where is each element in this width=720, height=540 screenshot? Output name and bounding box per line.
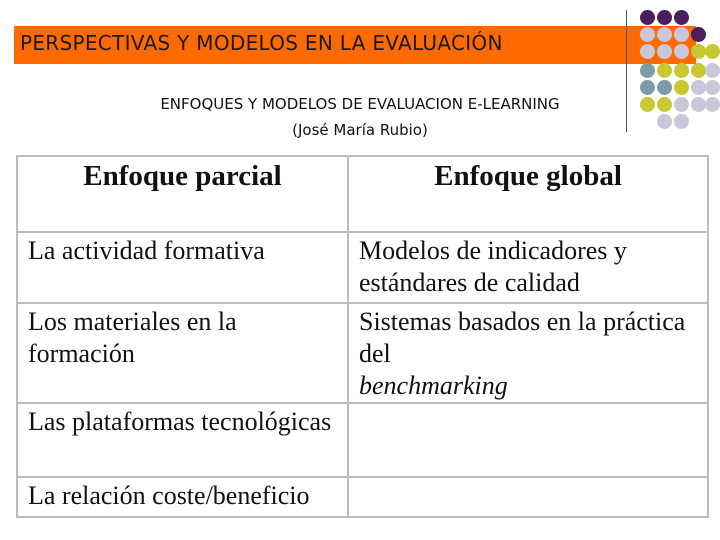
slide-title: PERSPECTIVAS Y MODELOS EN LA EVALUACIÓN — [20, 31, 503, 55]
cell-right-text: Sistemas basados en la práctica del — [359, 307, 686, 368]
cell-right — [348, 477, 708, 517]
dot — [657, 44, 672, 59]
dot — [705, 80, 720, 95]
dot — [691, 63, 706, 78]
comparison-table — [16, 155, 709, 518]
subtitle-line1: ENFOQUES Y MODELOS DE EVALUACION E-LEARNING — [160, 95, 560, 113]
cell-left: La actividad formativa — [17, 232, 348, 303]
dot — [674, 63, 689, 78]
divider-line — [626, 10, 627, 132]
cell-right-italic: benchmarking — [359, 371, 508, 400]
header-enfoque-parcial: Enfoque parcial — [17, 156, 348, 232]
dot — [657, 63, 672, 78]
table-row — [17, 403, 708, 477]
dot — [691, 44, 706, 59]
table-header-row — [17, 156, 708, 232]
dot — [640, 10, 655, 25]
dot — [640, 27, 655, 42]
dot — [691, 27, 706, 42]
subtitle-line2: (José María Rubio) — [292, 121, 428, 139]
cell-right: Modelos de indicadores y estándares de calidad — [348, 232, 708, 303]
dot — [657, 80, 672, 95]
dot — [657, 27, 672, 42]
dot — [640, 80, 655, 95]
dot — [705, 63, 720, 78]
dot — [705, 44, 720, 59]
table-row — [17, 477, 708, 517]
cell-right — [348, 403, 708, 477]
table-row — [17, 232, 708, 303]
dot — [691, 80, 706, 95]
cell-left: Los materiales en la formación — [17, 303, 348, 403]
cell-right — [348, 303, 708, 403]
dot — [674, 80, 689, 95]
dot — [640, 44, 655, 59]
dot — [674, 10, 689, 25]
cell-left: Las plataformas tecnológicas — [17, 403, 348, 477]
dot — [674, 44, 689, 59]
dot — [640, 63, 655, 78]
cell-left: La relación coste/beneficio — [17, 477, 348, 517]
header-enfoque-global: Enfoque global — [348, 156, 708, 232]
table-row — [17, 303, 708, 403]
dot — [674, 27, 689, 42]
dot — [657, 10, 672, 25]
